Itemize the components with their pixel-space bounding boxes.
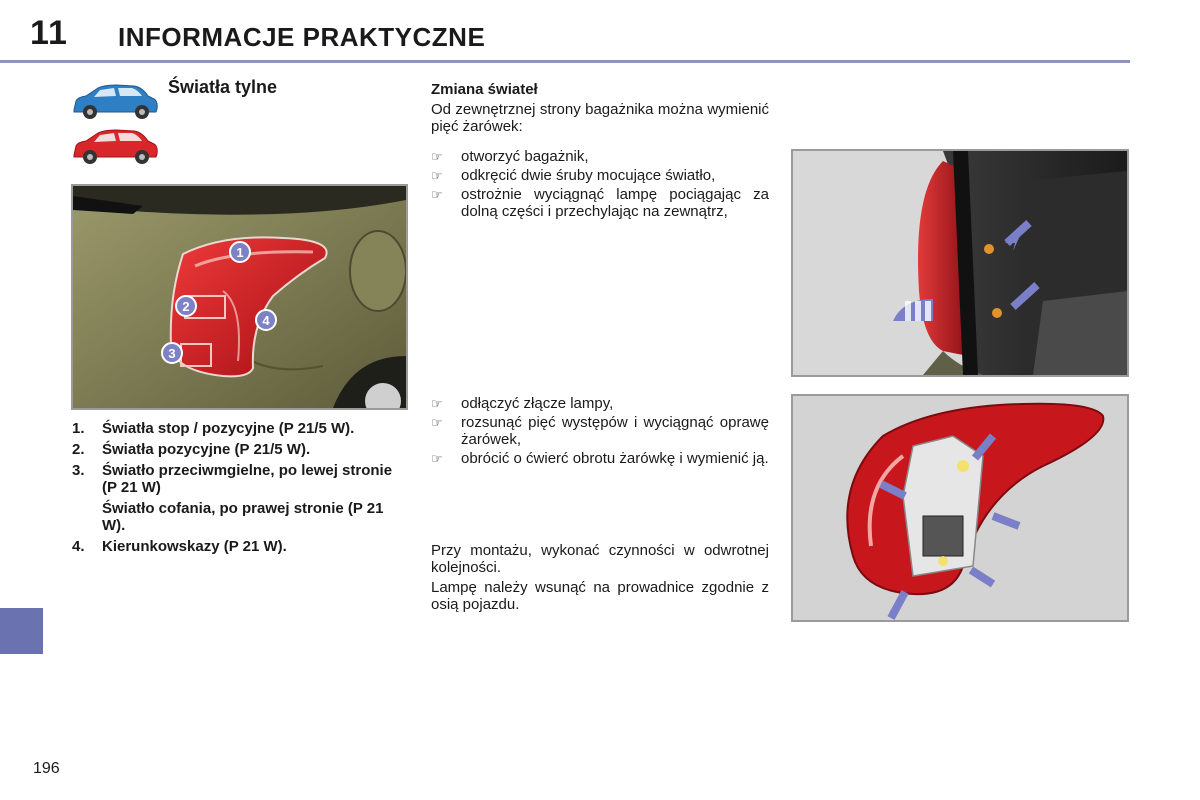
steps-list-b — [431, 395, 769, 469]
pointing-hand-icon: ☞ — [431, 451, 443, 466]
list-item: ☞ otworzyć bagażnik, — [431, 148, 589, 165]
trunk-removal-photo — [791, 149, 1129, 377]
legend-item: 4. Kierunkowskazy (P 21 W). — [72, 538, 287, 555]
page-number: 196 — [33, 760, 60, 777]
list-item: ☞ obrócić o ćwierć obrotu żarówkę i wymienić ją. — [431, 450, 769, 467]
legend-item: 3. Światło przeciwmgielne, po lewej stronie (P 21 W) — [72, 462, 393, 496]
chapter-number: 11 — [30, 14, 68, 52]
svg-text:2: 2 — [182, 299, 190, 314]
svg-text:1: 1 — [236, 245, 244, 260]
replacement-heading: Zmiana świateł — [431, 81, 538, 98]
legend-item: 2. Światła pozycyjne (P 21/5 W). — [72, 441, 311, 458]
lamp-housing-photo — [791, 394, 1129, 622]
callout-4 — [256, 310, 276, 330]
bulb-legend — [72, 420, 402, 559]
pointing-hand-icon: ☞ — [431, 187, 443, 202]
list-item: ☞ odkręcić dwie śruby mocujące światło, — [431, 167, 716, 184]
list-item: ☞ ostrożnie wyciągnąć lampę pociągając za dolną części i przechylając na zewnątrz, — [431, 186, 769, 220]
tail-lamp-photo — [71, 184, 408, 410]
blue-hatchback-car-icon — [70, 82, 160, 122]
svg-text:3: 3 — [168, 346, 176, 361]
replacement-intro: Od zewnętrznej strony bagażnika można wymienić pięć żarówek: — [431, 101, 769, 135]
list-item: ☞ rozsunąć pięć występów i wyciągnąć oprawę żarówek, — [431, 414, 769, 448]
list-item: ☞ odłączyć złącze lampy, — [431, 395, 614, 412]
pointing-hand-icon: ☞ — [431, 149, 443, 164]
callout-3 — [162, 343, 182, 363]
assembly-note: Przy montażu, wykonać czynności w odwrotnej kolejności. — [431, 542, 769, 576]
chapter-side-tab — [0, 608, 43, 654]
header-divider — [0, 60, 1130, 63]
guide-note: Lampę należy wsunąć na prowadnice zgodnie z osią pojazdu. — [431, 579, 769, 613]
svg-text:4: 4 — [262, 313, 270, 328]
steps-list-a — [431, 148, 769, 222]
pointing-hand-icon: ☞ — [431, 415, 443, 430]
legend-item: 1. Światła stop / pozycyjne (P 21/5 W). — [72, 420, 355, 437]
callout-1 — [230, 242, 250, 262]
chapter-title: INFORMACJE PRAKTYCZNE — [118, 22, 486, 52]
legend-item-extra: Światło cofania, po prawej stronie (P 21 W). — [102, 500, 384, 534]
red-hatchback-car-icon — [70, 127, 160, 167]
pointing-hand-icon: ☞ — [431, 168, 443, 183]
callout-2 — [176, 296, 196, 316]
section-title: Światła tylne — [168, 77, 278, 97]
replacement-intro-block — [431, 81, 769, 135]
pointing-hand-icon: ☞ — [431, 396, 443, 411]
